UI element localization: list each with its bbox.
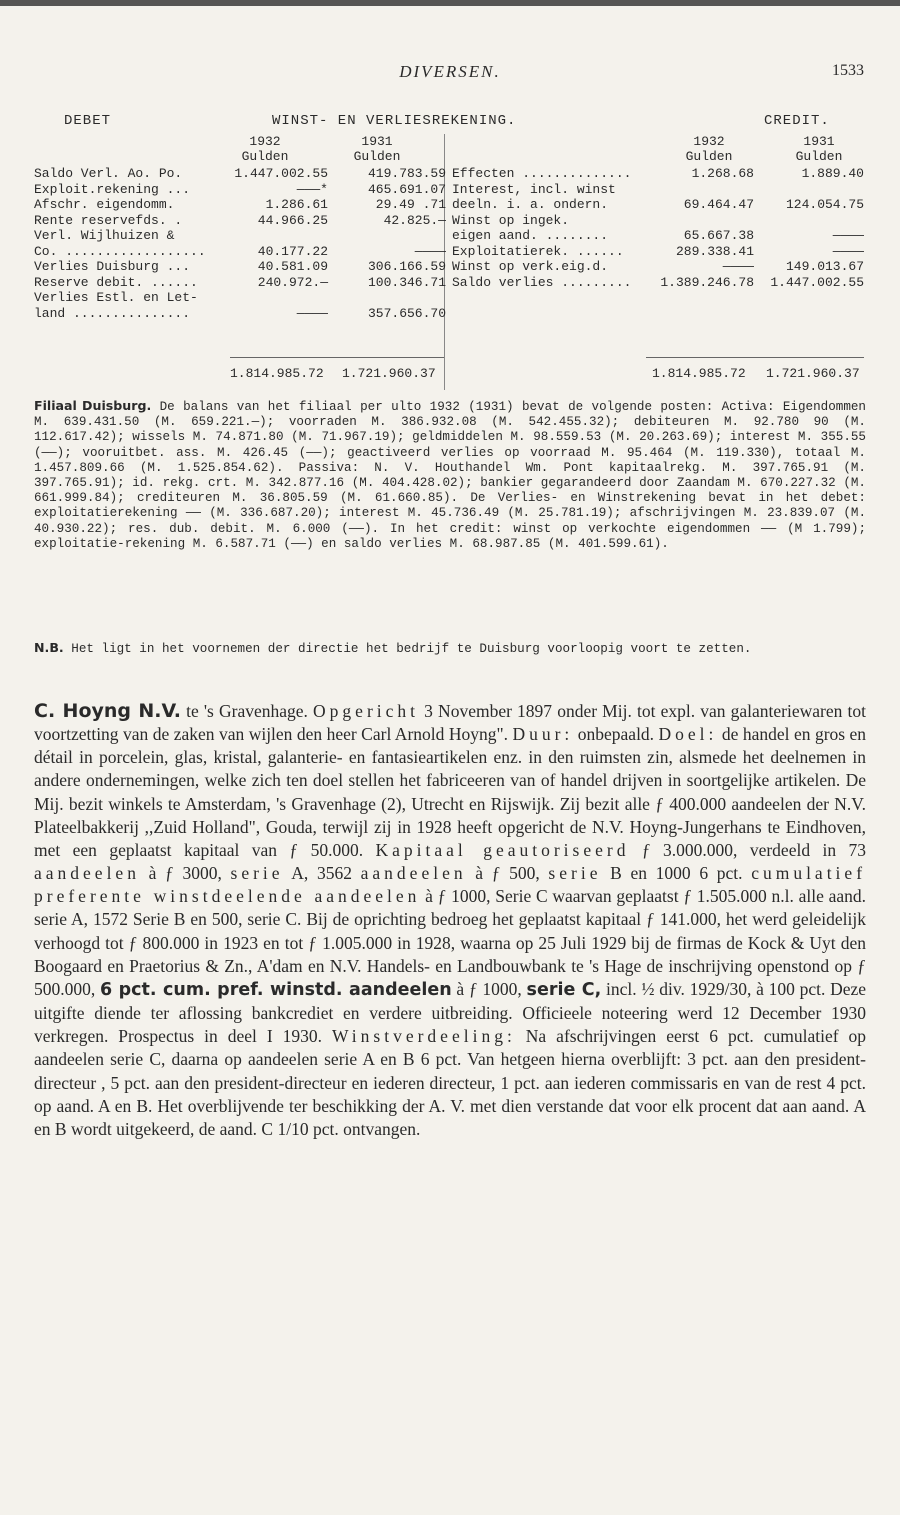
- filiaal-paragraph: [34, 398, 866, 552]
- value-1931: 465.691.07: [367, 181, 446, 197]
- row-label: eigen aand. ........: [452, 228, 609, 243]
- unit-gulden: Gulden: [241, 149, 289, 164]
- issue-bold: 6 pct. cum. pref. winstd. aandeelen: [100, 979, 452, 1000]
- row-label: Effecten ..............: [452, 166, 632, 181]
- table-row: [452, 244, 864, 260]
- table-row: [452, 275, 864, 291]
- value-1931: 100.346.71: [367, 274, 446, 290]
- hoyng-text-3: onbepaald.: [577, 724, 655, 745]
- value-1932: ————: [296, 305, 328, 321]
- value-1932: 1.286.61: [265, 197, 328, 212]
- value-1931: 419.783.59: [367, 166, 446, 181]
- totals-rule-left: [230, 357, 444, 358]
- table-row: [34, 275, 446, 291]
- debet-label: DEBET: [64, 113, 112, 129]
- value-1932: 1.389.246.78: [660, 274, 754, 290]
- running-head: [0, 62, 900, 84]
- row-label: Saldo verlies .........: [452, 274, 632, 290]
- value-1932: 40.581.09: [257, 259, 328, 274]
- hoyng-text-10: à ƒ 1000, Serie C waarvan geplaatst ƒ 1.505.000 n.l. alle aand. serie A, 1572 Serie B en 500, serie C. Bij de oprichting bedroeg het geplaatst kapitaal ƒ 141.000, het werd geleidelijk verhoogd tot ƒ 800.000 in 1923 en tot ƒ 1.005.000 in 1928, waarna op 25 Juli 1929 bij de firmas de Kock & Uyt den Boogaard en Praetorius & Zn., A'dam en N.V. Handels- en Landbouwbank te 's Hage de inschrijving openstond op ƒ 500.000,: [34, 886, 866, 999]
- credit-side: [452, 134, 864, 290]
- kapitaal-label: Kapitaal geautoriseerd: [375, 839, 630, 860]
- row-label: Interest, incl. winst: [452, 181, 616, 197]
- table-row: [452, 182, 864, 198]
- row-label: Afschr. eigendomm.: [34, 197, 175, 212]
- table-row: [34, 306, 446, 322]
- nb-text: Het ligt in het voornemen der directie het bedrijf te Duisburg voorloopig voort te zetten.: [71, 642, 752, 656]
- value-1931: 1.447.002.55: [770, 274, 864, 290]
- total-credit-1931: 1.721.960.37: [766, 366, 860, 381]
- value-1931: 357.656.70: [367, 305, 446, 321]
- row-label: Winst op verk.eig.d.: [452, 259, 609, 274]
- totals-row: [34, 366, 864, 384]
- value-1932: 1.447.002.55: [234, 166, 328, 181]
- unit-gulden: Gulden: [795, 149, 843, 164]
- serie-label-2: serie: [548, 863, 602, 884]
- value-1932: 289.338.41: [675, 243, 754, 259]
- row-label: Reserve debit. ......: [34, 274, 198, 290]
- unit-gulden: Gulden: [353, 149, 401, 164]
- value-1931: 306.166.59: [367, 259, 446, 274]
- debet-year-header: [34, 134, 446, 166]
- row-label: Winst op ingek.: [452, 212, 570, 228]
- hoyng-text-4: de handel en gros en détail in porcelein, glas, kristal, galanterie- en fantasieartikelen enz. in den ruimsten zin, alsmede het deelnemen in andere ondernemingen, welke zich ten doel stellen het fabriceeren van of handel drijven in soortgelijke artikelen. De Mij. bezit winkels te Amsterdam, 's Gravenhage (2), Utrecht en Rijswijk. Zij bezit alle ƒ 400.000 aandeelen der N.V. Plateelbakkerij ,,Zuid Holland", Gouda, terwijl zij in 1928 heeft opgericht de N.V. Hoyng-Jungerhans te Eindhoven, met een geplaatst kapitaal van ƒ 50.000.: [34, 724, 867, 860]
- value-1931: 1.889.40: [801, 166, 864, 181]
- value-1931: 149.013.67: [785, 259, 864, 274]
- doel-label: Doel:: [658, 724, 718, 745]
- row-label: Co. ..................: [34, 243, 206, 259]
- filiaal-text: De balans van het filiaal per ulto 1932 (1931) bevat de volgende posten: Activa: Eigendommen M. 639.431.50 (M. 659.221.—); voorraden M. 386.932.08 (M. 542.455.32); debiteuren M. 92.780 90 (M. 112.617.42); wissels M. 74.871.80 (M. 71.967.19); geldmiddelen M. 98.559.53 (M. 20.263.69); interest M. 355.55 (——); vooruitbet. ass. M. 426.45 (——); geactiveerd verlies op voorraad M. 95.464 (M. 119.330), totaal M. 1.457.809.66 (M. 1.525.854.62). Passiva: N. V. Houthandel Wm. Pont kapitaalrekg. M. 397.765.91 (M. 397.765.91); id. rekg. crt. M. 342.877.16 (M. 404.428.02); bankier gegarandeerd door Zaandam M. 670.227.32 (M. 661.999.84); crediteuren M. 36.805.59 (M. 61.660.85). De Verlies- en Winstrekening bevat in het debet: exploitatierekening —— (M. 336.687.20); interest M. 45.736.49 (M. 25.781.19); afschrijvingen M. 23.839.07 (M. 40.930.22); res. dub. debit. M. 6.000 (——). In het credit: winst op verkochte eigendommen —— (M 1.799); exploitatie-rekening M. 6.587.71 (——) en saldo verlies M. 68.987.85 (M. 401.599.61).: [34, 400, 866, 551]
- row-label: land ...............: [34, 305, 191, 321]
- aandeelen-label-1: aandeelen: [34, 863, 140, 884]
- nb-paragraph: [34, 640, 866, 657]
- aandeelen-label-2: aandeelen: [360, 863, 467, 884]
- scan-edge: [0, 0, 900, 6]
- hoyng-text-2: 3 November 1897 onder Mij. tot expl. van galanteriewaren tot voortzetting van de zaken van wijlen den heer Carl Arnold Hoyng".: [34, 701, 866, 745]
- hoyng-text-7: A, 3562: [291, 863, 352, 884]
- table-row: [34, 166, 446, 182]
- profit-loss-table: [34, 113, 864, 381]
- row-label: Rente reservefds. .: [34, 212, 183, 228]
- table-row: [34, 213, 446, 229]
- debet-rows: [34, 166, 446, 321]
- year-1931: 1931: [803, 134, 835, 149]
- year-1931: 1931: [361, 134, 393, 149]
- hoyng-text-13: Na afschrijvingen eerst 6 pct. cumulatief op aandeelen serie C, daarna op aandeelen serie A en B 6 pct. Van hetgeen hierna overblijft: 3 pct. aan den president-directeur , 5 pct. aan den president-directeur en iederen directeur, 1 pct. aan iederen commissaris en van de rest 4 pct. op aand. A en B. Het overblijvende ter beschikking der A. V. met dien verstande dat voor elk procent dat aan aand. A en B wordt uitgekeerd, de aand. C 1/10 pct. ontvangen.: [34, 1026, 867, 1139]
- total-debet-1932: 1.814.985.72: [230, 366, 324, 381]
- hoyng-text-1: te 's Gravenhage.: [186, 701, 308, 721]
- value-1931: ————: [414, 243, 446, 259]
- table-row: [34, 244, 446, 260]
- hoyng-entry: [34, 700, 866, 1141]
- table-row: [452, 213, 864, 229]
- total-debet-1931: 1.721.960.37: [342, 366, 436, 381]
- value-1932: 65.667.38: [683, 228, 754, 243]
- duur-label: Duur:: [512, 724, 574, 745]
- value-1931: 42.825.—: [383, 212, 446, 228]
- table-row: [34, 290, 446, 306]
- page-number: 1533: [832, 62, 864, 79]
- value-1932: 40.177.22: [257, 243, 328, 259]
- credit-label: CREDIT.: [764, 113, 830, 129]
- value-1932: 1.268.68: [691, 166, 754, 181]
- company-name: C. Hoyng N.V.: [34, 700, 181, 722]
- running-title: DIVERSEN.: [399, 62, 501, 81]
- table-row: [452, 259, 864, 275]
- table-row: [452, 228, 864, 244]
- serie-label-1: serie: [230, 863, 284, 884]
- row-label: Verlies Estl. en Let-: [34, 290, 198, 305]
- value-1932: ———*: [296, 181, 328, 197]
- table-header: [34, 114, 864, 134]
- value-1931: ————: [832, 243, 864, 259]
- opgericht-label: Opgericht: [313, 701, 420, 721]
- row-label: Exploitatierek. ......: [452, 243, 624, 259]
- hoyng-text-12: incl. ½ div. 1929/30, à 100 pct. Deze uitgifte diende ter aflossing bankcrediet en verdere uitbreiding. Officieele noteering werd 12 December 1930 verkregen. Prospectus in deel I 1930.: [34, 978, 867, 1047]
- table-title: WINST- EN VERLIESREKENING.: [272, 113, 517, 129]
- row-label: Verl. Wijlhuizen &: [34, 228, 175, 243]
- value-1931: 29.49 .71: [375, 197, 446, 212]
- table-row: [34, 197, 446, 213]
- value-1932: 69.464.47: [683, 197, 754, 212]
- row-label: deeln. i. a. ondern.: [452, 197, 609, 212]
- year-1932: 1932: [693, 134, 725, 149]
- filiaal-heading: Filiaal Duisburg.: [34, 398, 152, 413]
- row-label: Verlies Duisburg ...: [34, 259, 191, 274]
- hoyng-text-8: à ƒ 500,: [475, 863, 540, 884]
- hoyng-text-6: à ƒ 3000,: [148, 863, 222, 884]
- table-row: [34, 259, 446, 275]
- value-1931: 124.054.75: [785, 197, 864, 212]
- cumulatief-label: cumulatief preferente winstdeelende aandeelen: [34, 863, 867, 907]
- value-1932: 240.972.—: [257, 274, 328, 290]
- debet-side: [34, 134, 446, 321]
- totals-rule-right: [646, 357, 864, 358]
- row-label: Exploit.rekening ...: [34, 181, 191, 197]
- hoyng-text-5: ƒ 3.000.000, verdeeld in 73: [641, 839, 867, 860]
- nb-heading: N.B.: [34, 640, 64, 655]
- hoyng-text-9: B en 1000 6 pct.: [610, 863, 743, 884]
- value-1932: 44.966.25: [257, 212, 328, 228]
- table-row: [34, 182, 446, 198]
- winstverdeeling-label: Winstverdeeling:: [331, 1026, 516, 1047]
- year-1932: 1932: [249, 134, 281, 149]
- serie-c-bold: serie C,: [526, 979, 602, 1000]
- credit-rows: [452, 166, 864, 290]
- table-row: [452, 166, 864, 182]
- credit-year-header: [452, 134, 864, 166]
- value-1932: ————: [722, 259, 754, 274]
- table-row: [452, 197, 864, 213]
- row-label: Saldo Verl. Ao. Po.: [34, 166, 183, 181]
- value-1931: ————: [832, 228, 864, 243]
- table-row: [34, 228, 446, 244]
- total-credit-1932: 1.814.985.72: [652, 366, 746, 381]
- hoyng-text-11: à ƒ 1000,: [456, 978, 522, 999]
- unit-gulden: Gulden: [685, 149, 733, 164]
